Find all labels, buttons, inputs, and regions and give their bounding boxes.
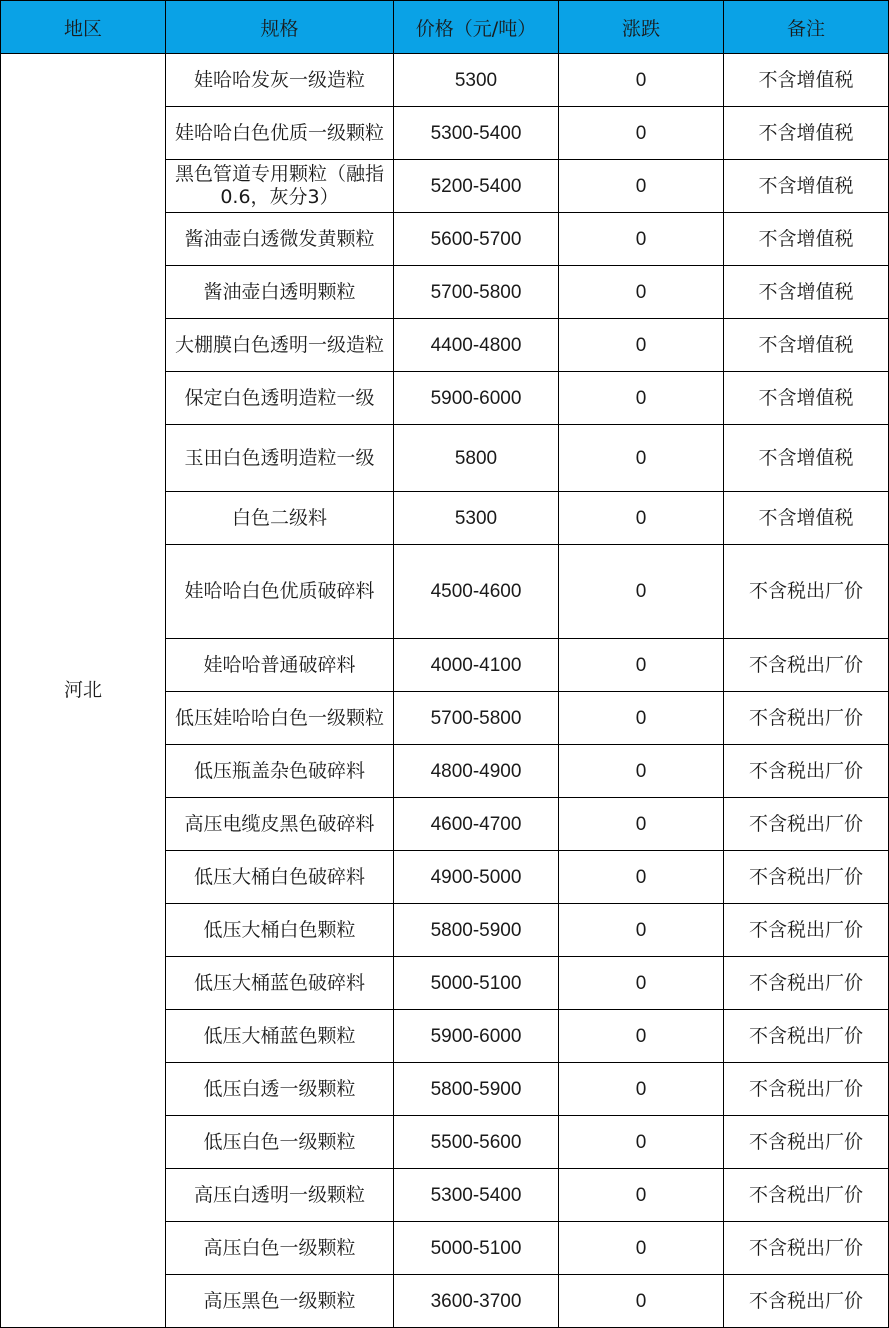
price-cell: 5700-5800 xyxy=(394,692,559,745)
change-cell: 0 xyxy=(559,639,724,692)
change-cell: 0 xyxy=(559,372,724,425)
change-cell: 0 xyxy=(559,904,724,957)
spec-cell: 高压电缆皮黑色破碎料 xyxy=(166,798,394,851)
price-cell: 4000-4100 xyxy=(394,639,559,692)
change-cell: 0 xyxy=(559,1169,724,1222)
spec-cell: 低压大桶白色颗粒 xyxy=(166,904,394,957)
price-cell: 4400-4800 xyxy=(394,319,559,372)
change-cell: 0 xyxy=(559,266,724,319)
change-cell: 0 xyxy=(559,1222,724,1275)
price-cell: 5000-5100 xyxy=(394,1222,559,1275)
note-cell: 不含增值税 xyxy=(724,160,889,213)
header-change: 涨跌 xyxy=(559,1,724,54)
spec-cell: 大棚膜白色透明一级造粒 xyxy=(166,319,394,372)
price-cell: 5900-6000 xyxy=(394,1010,559,1063)
spec-cell: 酱油壶白透明颗粒 xyxy=(166,266,394,319)
price-cell: 5500-5600 xyxy=(394,1116,559,1169)
spec-cell: 低压大桶蓝色颗粒 xyxy=(166,1010,394,1063)
price-cell: 5900-6000 xyxy=(394,372,559,425)
change-cell: 0 xyxy=(559,851,724,904)
note-cell: 不含增值税 xyxy=(724,425,889,492)
spec-cell: 低压白透一级颗粒 xyxy=(166,1063,394,1116)
note-cell: 不含增值税 xyxy=(724,266,889,319)
price-cell: 5200-5400 xyxy=(394,160,559,213)
change-cell: 0 xyxy=(559,745,724,798)
price-cell: 5800-5900 xyxy=(394,1063,559,1116)
spec-cell: 保定白色透明造粒一级 xyxy=(166,372,394,425)
price-cell: 5700-5800 xyxy=(394,266,559,319)
spec-cell: 酱油壶白透微发黄颗粒 xyxy=(166,213,394,266)
price-cell: 5800-5900 xyxy=(394,904,559,957)
note-cell: 不含税出厂价 xyxy=(724,1010,889,1063)
price-cell: 5600-5700 xyxy=(394,213,559,266)
table-row xyxy=(1,54,889,107)
note-cell: 不含税出厂价 xyxy=(724,1222,889,1275)
note-cell: 不含增值税 xyxy=(724,54,889,107)
price-cell: 5300 xyxy=(394,492,559,545)
header-price: 价格（元/吨） xyxy=(394,1,559,54)
price-cell: 3600-3700 xyxy=(394,1275,559,1328)
price-cell: 4900-5000 xyxy=(394,851,559,904)
change-cell: 0 xyxy=(559,492,724,545)
change-cell: 0 xyxy=(559,425,724,492)
spec-cell: 白色二级料 xyxy=(166,492,394,545)
change-cell: 0 xyxy=(559,160,724,213)
price-cell: 5300 xyxy=(394,54,559,107)
note-cell: 不含税出厂价 xyxy=(724,904,889,957)
note-cell: 不含税出厂价 xyxy=(724,798,889,851)
note-cell: 不含税出厂价 xyxy=(724,851,889,904)
change-cell: 0 xyxy=(559,54,724,107)
note-cell: 不含税出厂价 xyxy=(724,1169,889,1222)
price-cell: 4600-4700 xyxy=(394,798,559,851)
price-cell: 4500-4600 xyxy=(394,545,559,639)
spec-cell: 高压黑色一级颗粒 xyxy=(166,1275,394,1328)
change-cell: 0 xyxy=(559,798,724,851)
spec-cell: 娃哈哈白色优质破碎料 xyxy=(166,545,394,639)
change-cell: 0 xyxy=(559,957,724,1010)
note-cell: 不含税出厂价 xyxy=(724,639,889,692)
note-cell: 不含增值税 xyxy=(724,492,889,545)
change-cell: 0 xyxy=(559,107,724,160)
spec-cell: 娃哈哈普通破碎料 xyxy=(166,639,394,692)
note-cell: 不含税出厂价 xyxy=(724,545,889,639)
change-cell: 0 xyxy=(559,1010,724,1063)
table-body xyxy=(1,54,889,1328)
change-cell: 0 xyxy=(559,1275,724,1328)
note-cell: 不含税出厂价 xyxy=(724,1116,889,1169)
note-cell: 不含增值税 xyxy=(724,319,889,372)
header-row xyxy=(1,1,889,54)
region-cell: 河北 xyxy=(1,54,166,1328)
change-cell: 0 xyxy=(559,545,724,639)
header-note: 备注 xyxy=(724,1,889,54)
note-cell: 不含税出厂价 xyxy=(724,1063,889,1116)
price-cell: 5300-5400 xyxy=(394,1169,559,1222)
note-cell: 不含增值税 xyxy=(724,107,889,160)
spec-cell: 低压大桶蓝色破碎料 xyxy=(166,957,394,1010)
note-cell: 不含税出厂价 xyxy=(724,692,889,745)
spec-cell: 高压白透明一级颗粒 xyxy=(166,1169,394,1222)
spec-cell: 娃哈哈发灰一级造粒 xyxy=(166,54,394,107)
spec-cell: 低压白色一级颗粒 xyxy=(166,1116,394,1169)
note-cell: 不含增值税 xyxy=(724,372,889,425)
change-cell: 0 xyxy=(559,692,724,745)
note-cell: 不含增值税 xyxy=(724,213,889,266)
change-cell: 0 xyxy=(559,1063,724,1116)
spec-cell: 高压白色一级颗粒 xyxy=(166,1222,394,1275)
note-cell: 不含税出厂价 xyxy=(724,957,889,1010)
change-cell: 0 xyxy=(559,319,724,372)
price-cell: 5300-5400 xyxy=(394,107,559,160)
change-cell: 0 xyxy=(559,213,724,266)
spec-cell: 低压大桶白色破碎料 xyxy=(166,851,394,904)
spec-cell: 黑色管道专用颗粒（融指0.6，灰分3） xyxy=(166,160,394,213)
price-cell: 5800 xyxy=(394,425,559,492)
change-cell: 0 xyxy=(559,1116,724,1169)
spec-cell: 低压瓶盖杂色破碎料 xyxy=(166,745,394,798)
spec-cell: 玉田白色透明造粒一级 xyxy=(166,425,394,492)
spec-cell: 娃哈哈白色优质一级颗粒 xyxy=(166,107,394,160)
note-cell: 不含税出厂价 xyxy=(724,1275,889,1328)
price-cell: 5000-5100 xyxy=(394,957,559,1010)
price-cell: 4800-4900 xyxy=(394,745,559,798)
spec-cell: 低压娃哈哈白色一级颗粒 xyxy=(166,692,394,745)
header-region: 地区 xyxy=(1,1,166,54)
note-cell: 不含税出厂价 xyxy=(724,745,889,798)
header-spec: 规格 xyxy=(166,1,394,54)
